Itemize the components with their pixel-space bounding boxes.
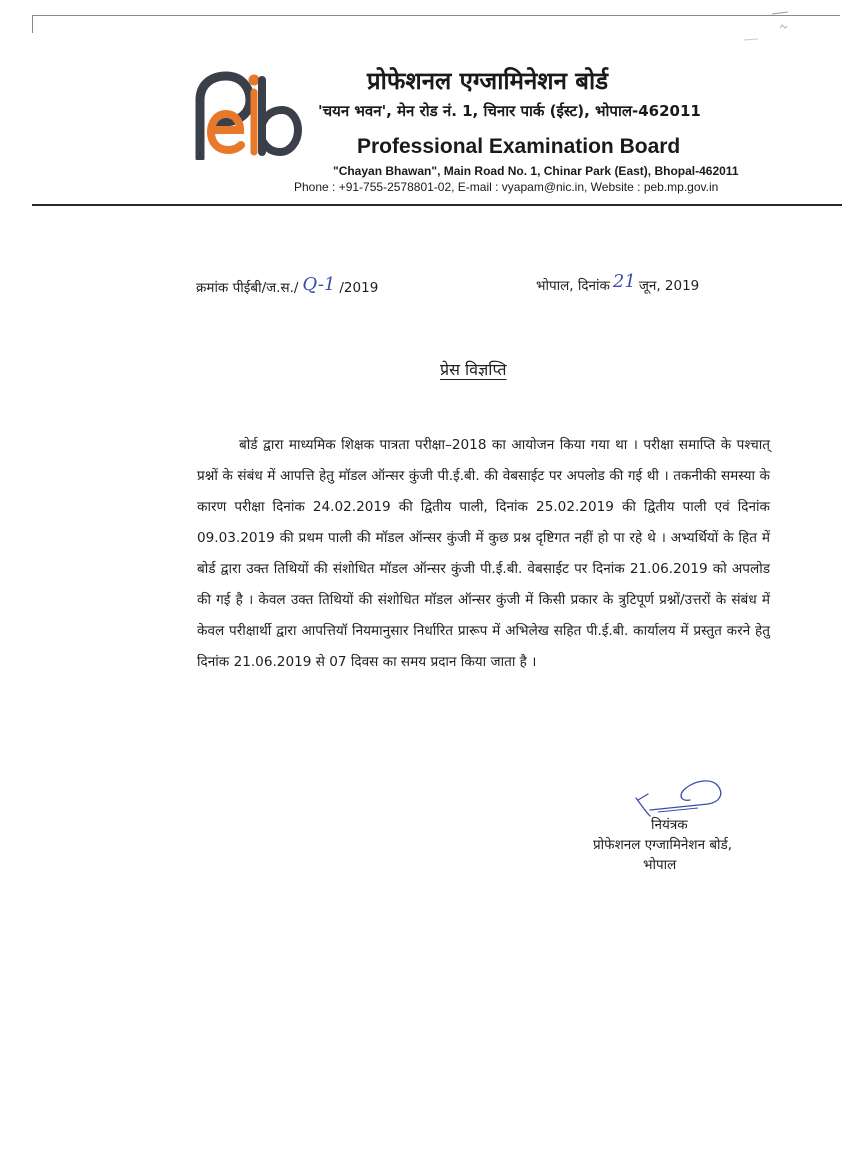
date-prefix: भोपाल, दिनांक <box>536 278 610 294</box>
reference-handwritten-number: Q-1 <box>302 274 336 295</box>
press-release-body: बोर्ड द्वारा माध्यमिक शिक्षक पात्रता परीक्षा–2018 का आयोजन किया गया था । परीक्षा समाप्ति के पश्चात् प्रश्नों के संबंध में आपत्ति हेतु मॉडल ऑन्सर कुंजी पी.ई.बी. की वेबसाईट पर अपलोड की गई थी । तकनीकी समस्या के कारण परीक्षा दिनांक 24.02.2019 की द्वितीय पाली, दिनांक 25.02.2019 की द्वितीय पाली एवं दिनांक 09.03.2019 की प्रथम पाली की मॉडल ऑन्सर कुंजी में कुछ प्रश्न दृष्टिगत नहीं हो पा रहे थे । अभ्यर्थियों के हित में बोर्ड द्वारा उक्त तिथियों की संशोधित मॉडल ऑन्सर कुंजी पी.ई.बी. वेबसाईट पर दिनांक 21.06.2019 को अपलोड की गई है । केवल उक्त तिथियों की संशोधित मॉडल ऑन्सर कुंजी में किसी प्रकार के त्रुटिपूर्ण प्रश्नों/उत्तरों के संबंध में केवल परीक्षार्थी द्वारा आपत्तियॉ नियमानुसार निर्धारित प्रारूप में अभिलेख सहित पी.ई.बी. कार्यालय में प्रस्तुत करने हेतु दिनांक 21.06.2019 से 07 दिवस का समय प्रदान किया जाता है । <box>197 437 770 670</box>
board-name-english: Professional Examination Board <box>357 135 681 158</box>
board-address-english: "Chayan Bhawan", Main Road No. 1, Chinar Park (East), Bhopal-462011 <box>333 164 739 178</box>
peb-logo-icon <box>190 70 302 160</box>
signatory-organization: प्रोफेशनल एग्जामिनेशन बोर्ड, <box>593 837 733 853</box>
crop-tick <box>32 15 33 33</box>
header-divider <box>32 204 842 206</box>
reference-suffix: /2019 <box>339 280 379 296</box>
scan-mark-icon <box>742 6 802 46</box>
board-contact-line: Phone : +91-755-2578801-02, E-mail : vyapam@nic.in, Website : peb.mp.gov.in <box>294 180 719 194</box>
date-handwritten-day: 21 <box>612 271 636 292</box>
board-name-hindi: प्रोफेशनल एग्जामिनेशन बोर्ड <box>367 67 609 95</box>
signatory-city: भोपाल <box>643 857 677 873</box>
signatory-title: नियंत्रक <box>651 817 688 833</box>
board-address-hindi: 'चयन भवन', मेन रोड नं. 1, चिनार पार्क (ईस्ट), भोपाल-462011 <box>318 102 701 120</box>
date-suffix: जून, 2019 <box>638 278 700 294</box>
reference-number <box>196 276 378 297</box>
press-release-title: प्रेस विज्ञप्ति <box>440 360 507 379</box>
crop-line <box>32 15 840 16</box>
letter-date <box>536 271 700 295</box>
reference-prefix: क्रमांक पीईबी/ज.स./ <box>196 280 299 296</box>
